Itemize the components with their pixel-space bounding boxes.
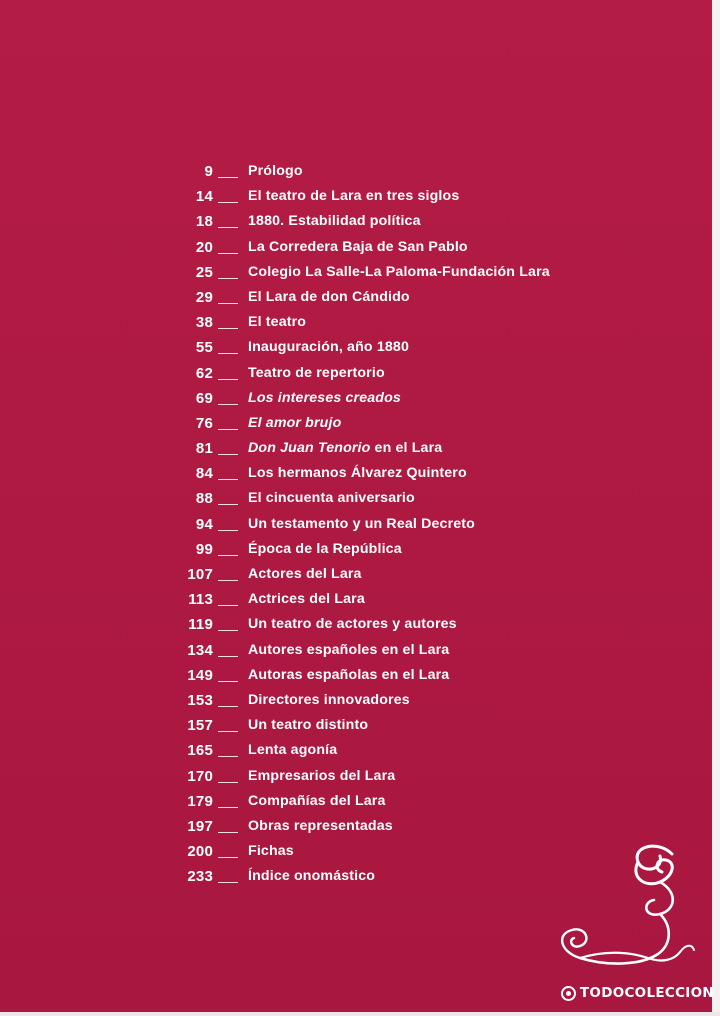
toc-title: 1880. Estabilidad política (248, 213, 421, 230)
toc-entry (0, 713, 600, 738)
toc-entry (0, 562, 600, 587)
toc-entry (0, 789, 600, 814)
toc-entry (0, 260, 600, 285)
toc-entry (0, 864, 600, 889)
toc-title: Un teatro distinto (248, 717, 369, 734)
toc-leader-line (218, 530, 238, 531)
toc-title: Autoras españolas en el Lara (248, 666, 450, 683)
toc-leader-line (218, 656, 238, 657)
toc-entry (0, 411, 600, 436)
toc-title: Fichas (248, 843, 294, 860)
toc-entry (0, 587, 600, 612)
toc-title: Autores españoles en el Lara (248, 641, 450, 658)
toc-leader-line (218, 479, 238, 480)
toc-entry (0, 738, 600, 763)
toc-page-number: 81 (195, 440, 213, 458)
toc-title (248, 386, 401, 411)
toc-entry (0, 814, 600, 839)
toc-page-number: 107 (187, 566, 213, 583)
toc-entry (0, 512, 600, 537)
toc-entry (0, 285, 600, 310)
toc-entry (0, 612, 600, 637)
toc-entry (0, 486, 600, 511)
toc-title: Lenta agonía (248, 742, 338, 759)
toc-entry (0, 310, 600, 335)
toc-title (248, 436, 442, 461)
toc-title: Obras representadas (248, 817, 393, 834)
toc-leader-line (218, 605, 238, 606)
toc-title: Actrices del Lara (248, 591, 365, 608)
toc-page-number: 88 (195, 490, 213, 508)
page-right-margin (712, 0, 720, 1016)
toc-leader-line (218, 454, 238, 455)
toc-leader-line (218, 756, 238, 757)
toc-entry (0, 235, 600, 260)
toc-leader-line (218, 278, 238, 279)
toc-title: El teatro (248, 314, 307, 331)
toc-title: El Lara de don Cándido (248, 288, 410, 305)
toc-title: Prólogo (248, 163, 303, 179)
toc-leader-line (218, 253, 238, 254)
toc-page-number: 9 (204, 163, 213, 180)
toc-leader-line (218, 504, 238, 505)
toc-entry (0, 663, 600, 688)
toc-entry (0, 537, 600, 562)
toc-page-number: 38 (195, 314, 213, 332)
toc-title: Un teatro de actores y autores (248, 616, 457, 633)
toc-leader-line (218, 731, 238, 732)
toc-page-number: 197 (187, 817, 213, 835)
page-bottom-margin (0, 1012, 720, 1016)
toc-page-number: 119 (188, 616, 213, 634)
toc-entry (0, 159, 600, 184)
toc-page-number: 170 (187, 767, 213, 785)
toc-entry (0, 688, 600, 713)
toc-leader-line (218, 807, 238, 808)
watermark (561, 985, 714, 1001)
toc-title: Colegio La Salle-La Paloma-Fundación Lara (248, 263, 550, 280)
toc-page-number: 165 (187, 742, 213, 760)
table-of-contents (0, 159, 600, 889)
toc-title: Compañías del Lara (248, 792, 386, 809)
toc-title: Teatro de repertorio (248, 364, 385, 381)
toc-leader-line (218, 177, 238, 178)
toc-entry (0, 461, 600, 486)
toc-entry (0, 638, 600, 663)
toc-leader-line (218, 857, 238, 858)
toc-leader-line (218, 681, 238, 682)
toc-title: Empresarios del Lara (248, 767, 396, 784)
ornamental-flourish-icon (546, 826, 698, 976)
toc-page-number: 179 (187, 792, 213, 810)
toc-title-italic: Los intereses creados (248, 389, 401, 406)
toc-leader-line (218, 353, 238, 354)
toc-title: Los hermanos Álvarez Quintero (248, 465, 467, 482)
toc-entry (0, 839, 600, 864)
toc-page-number: 62 (195, 364, 213, 382)
toc-page-number: 134 (187, 641, 213, 659)
toc-entry (0, 361, 600, 386)
toc-page-number: 157 (187, 717, 213, 735)
toc-page-number: 233 (187, 868, 213, 886)
toc-entry (0, 386, 600, 411)
toc-leader-line (218, 832, 238, 833)
toc-title: Directores innovadores (248, 691, 410, 708)
toc-entry (0, 764, 600, 789)
toc-page-number: 18 (195, 213, 213, 231)
toc-title: El teatro de Lara en tres siglos (248, 188, 460, 205)
toc-leader-line (218, 328, 238, 329)
toc-entry (0, 436, 600, 461)
toc-title: Índice onomástico (248, 868, 376, 885)
toc-page-number: 149 (187, 666, 213, 684)
toc-title: Época de la República (248, 540, 402, 557)
toc-page-number: 25 (195, 263, 213, 281)
toc-page-number: 153 (187, 691, 213, 709)
toc-title-italic: El amor brujo (248, 414, 342, 431)
toc-leader-line (218, 580, 238, 581)
toc-leader-line (218, 227, 238, 228)
toc-page-number: 113 (188, 591, 213, 609)
toc-page-number: 55 (195, 339, 213, 357)
toc-page-number: 94 (195, 515, 213, 533)
toc-leader-line (218, 303, 238, 304)
toc-page-number: 20 (195, 238, 213, 256)
toc-title (248, 411, 341, 436)
toc-title: Inauguración, año 1880 (248, 339, 409, 356)
toc-leader-line (218, 202, 238, 203)
toc-leader-line (218, 379, 238, 380)
watermark-text: TODOCOLECCION (579, 985, 714, 1001)
toc-page-number: 200 (187, 843, 213, 861)
toc-page-number: 14 (195, 188, 213, 206)
toc-leader-line (218, 404, 238, 405)
toc-title-rest: en el Lara (370, 440, 443, 457)
toc-title: Un testamento y un Real Decreto (248, 515, 475, 532)
toc-title-italic: Don Juan Tenorio (248, 440, 371, 457)
toc-title: La Corredera Baja de San Pablo (248, 238, 468, 255)
toc-page-number: 76 (195, 414, 213, 432)
toc-title: El cincuenta aniversario (248, 490, 415, 507)
toc-leader-line (218, 630, 238, 631)
toc-entry (0, 184, 600, 209)
toc-page-number: 69 (195, 389, 213, 407)
toc-leader-line (218, 882, 238, 883)
toc-page-number: 84 (195, 465, 213, 483)
toc-title: Actores del Lara (248, 566, 362, 582)
toc-entry (0, 209, 600, 234)
toc-leader-line (218, 706, 238, 707)
toc-entry (0, 335, 600, 360)
toc-leader-line (218, 782, 238, 783)
toc-leader-line (218, 429, 238, 430)
watermark-logo-icon (561, 986, 576, 1001)
toc-leader-line (218, 555, 238, 556)
toc-page-number: 29 (195, 288, 213, 306)
toc-page-number: 99 (195, 540, 213, 558)
